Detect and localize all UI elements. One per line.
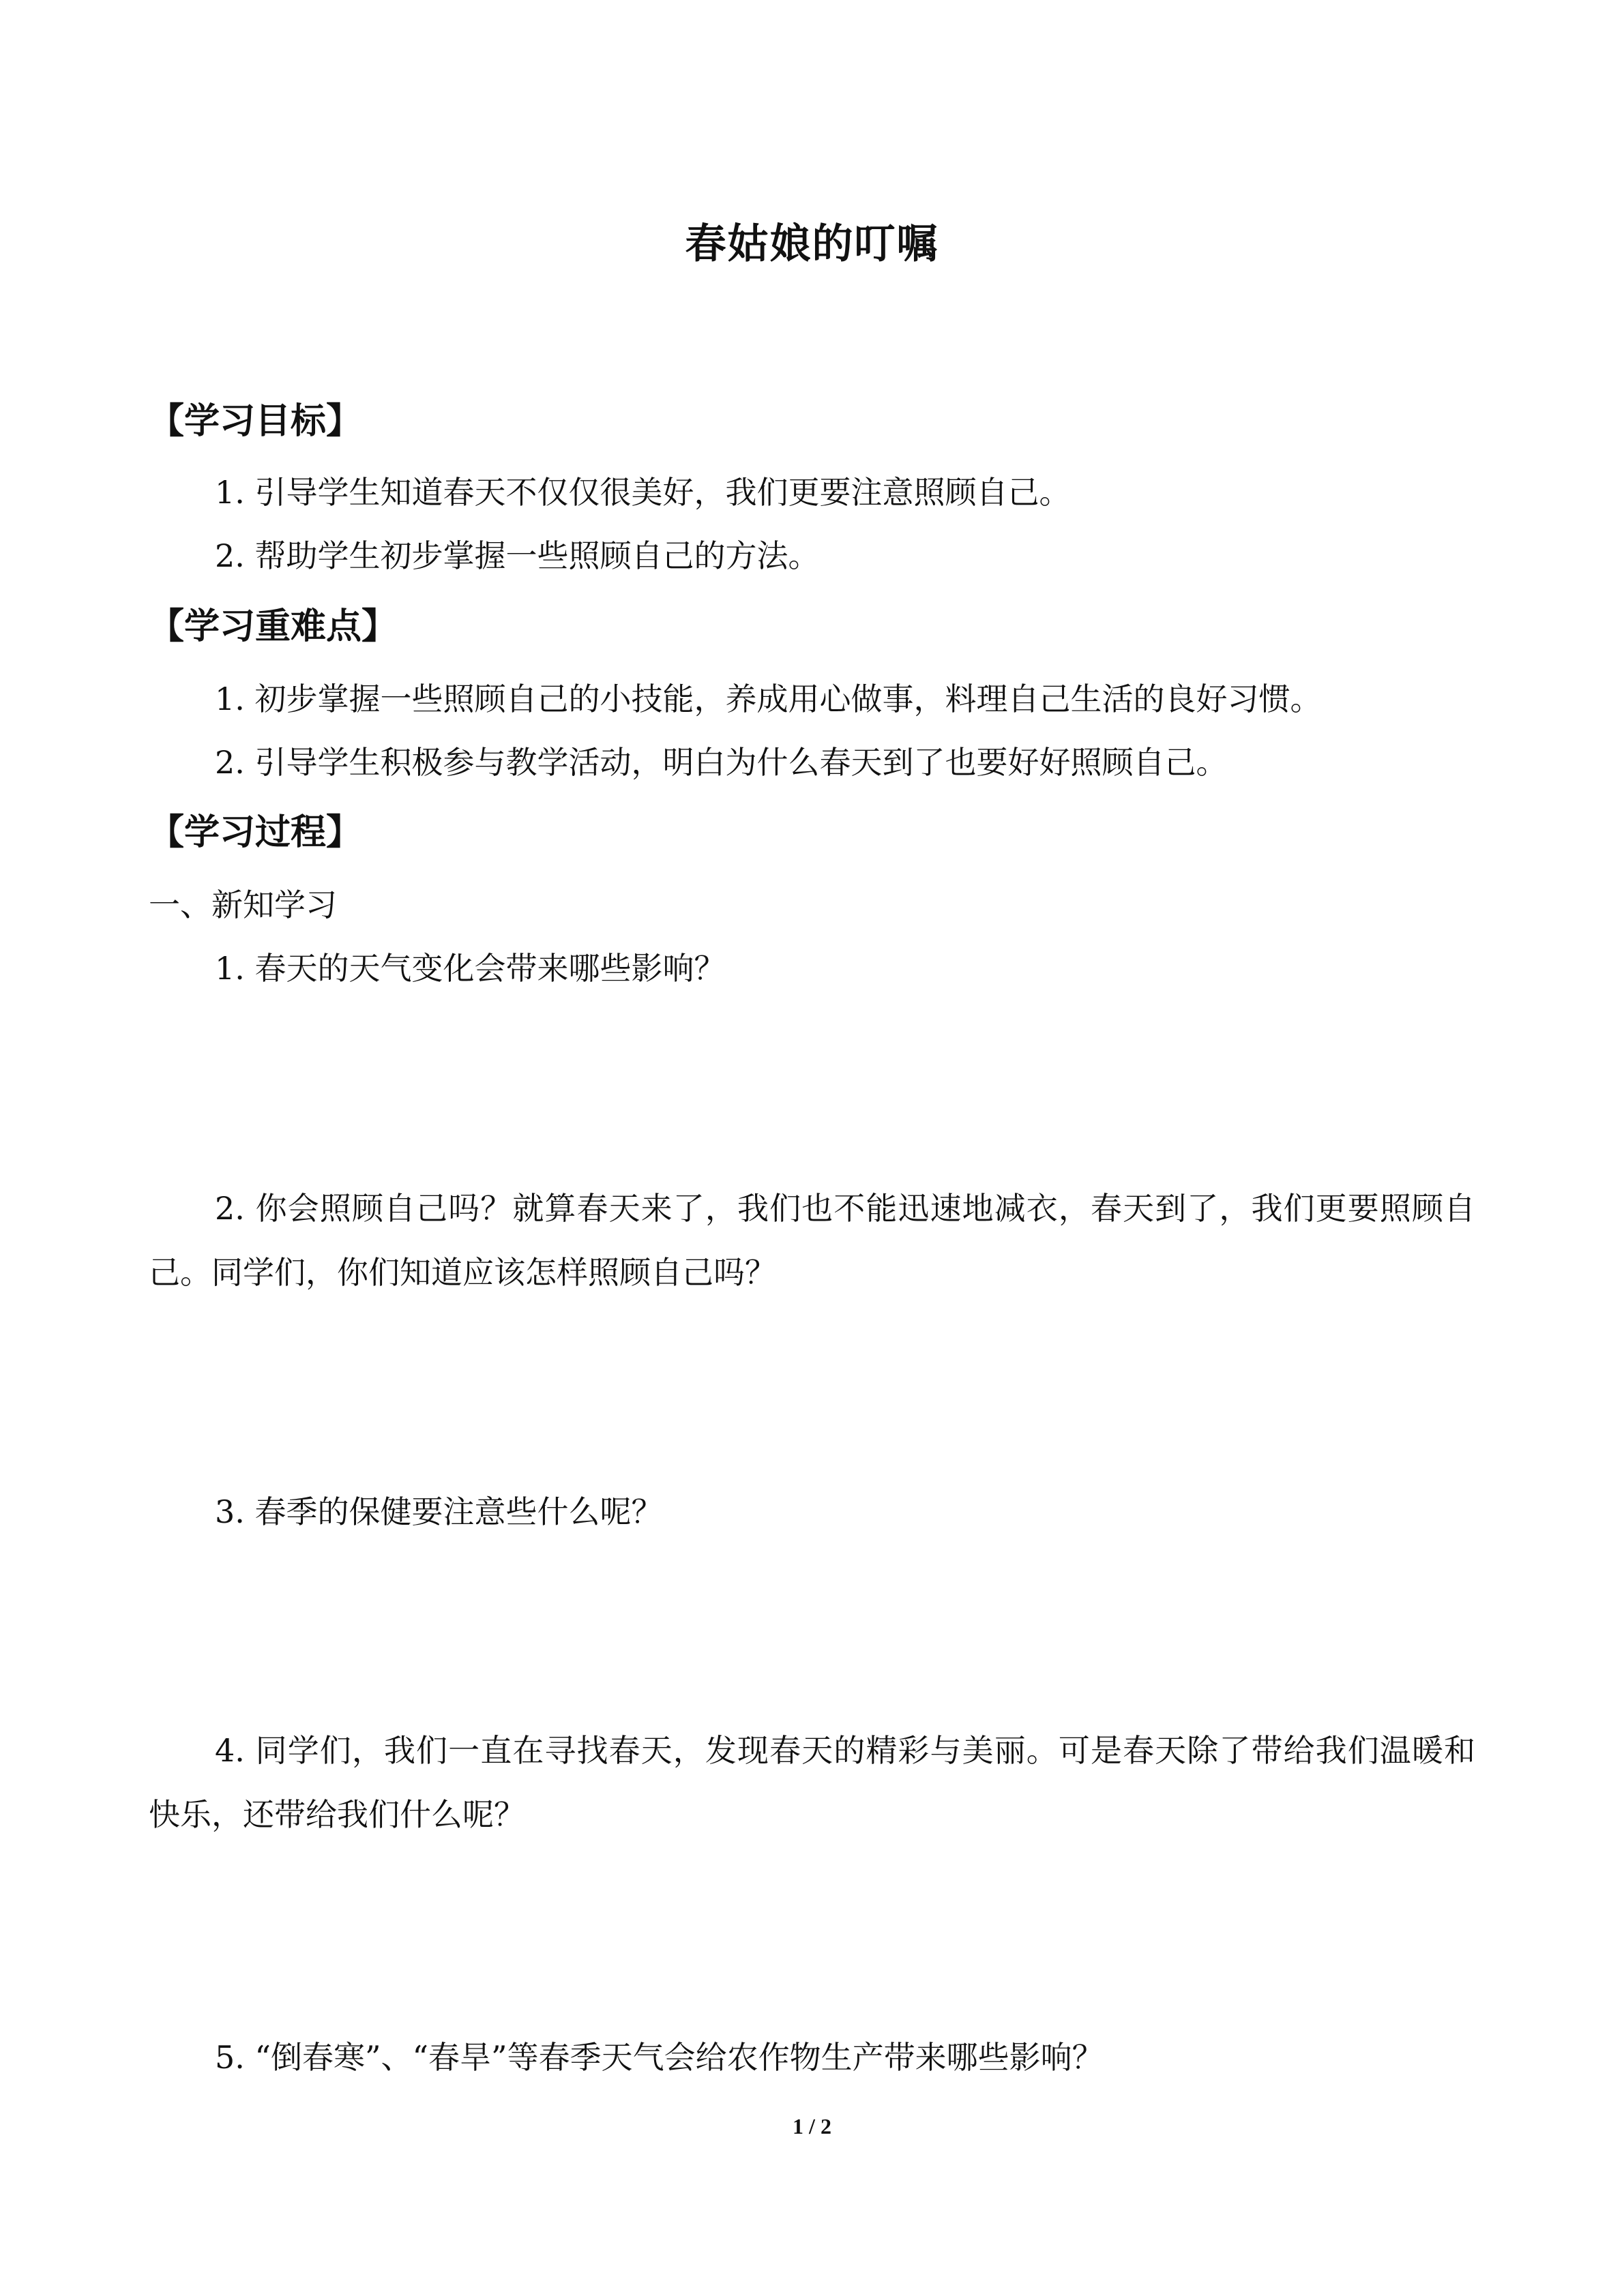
objective-item-1: 1. 引导学生知道春天不仅仅很美好，我们更要注意照顾自己。 (215, 474, 1071, 511)
page-title: 春姑娘的叮嘱 (685, 220, 939, 268)
section-title: 一、新知学习 (149, 886, 337, 923)
question-2: 2. 你会照顾自己吗？就算春天来了，我们也不能迅速地减衣，春天到了，我们更要照顾自己。同学们，你们知道应该怎样照顾自己吗？ (149, 1190, 1475, 1291)
key-points-heading: 【学习重难点】 (149, 606, 398, 647)
process-heading: 【学习过程】 (149, 812, 362, 853)
question-4: 4. 同学们，我们一直在寻找春天，发现春天的精彩与美丽。可是春天除了带给我们温暖和快乐，还带给我们什么呢？ (149, 1732, 1475, 1833)
question-3: 3. 春季的保健要注意些什么呢？ (215, 1493, 663, 1530)
key-point-item-1: 1. 初步掌握一些照顾自己的小技能，养成用心做事，料理自己生活的良好习惯。 (215, 681, 1322, 717)
question-1: 1. 春天的天气变化会带来哪些影响？ (215, 950, 726, 987)
objectives-heading: 【学习目标】 (149, 401, 362, 442)
question-5: 5. “倒春寒”、“春旱”等春季天气会给农作物生产带来哪些影响？ (215, 2039, 1104, 2076)
objective-item-2: 2. 帮助学生初步掌握一些照顾自己的方法。 (215, 537, 820, 574)
key-point-item-2: 2. 引导学生积极参与教学活动，明白为什么春天到了也要好好照顾自己。 (215, 744, 1228, 781)
page-number: 1 / 2 (793, 2114, 831, 2138)
